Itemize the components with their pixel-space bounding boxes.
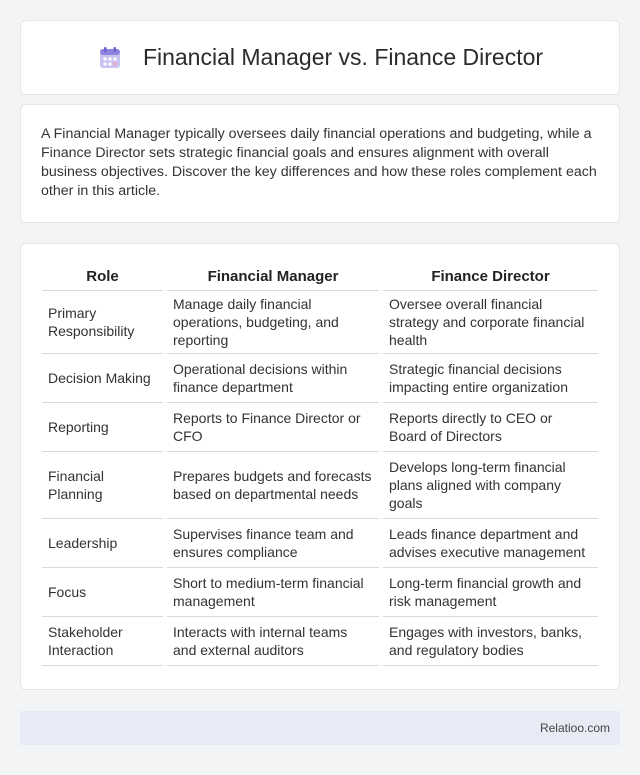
manager-cell: Operational decisions within finance department [165,353,381,402]
row-label: Leadership [42,518,165,567]
manager-cell: Interacts with internal teams and external auditors [165,616,381,665]
intro-text: A Financial Manager typically oversees daily financial operations and budgeting, while a Finance Director sets strategic financial goals and ensures alignment with overall business objectives. Discover the key differences and how these roles complement each other in this article. [41,126,597,199]
row-label: Focus [42,567,165,616]
row-label: Stakeholder Interaction [42,616,165,665]
table-row [42,616,598,665]
row-label: Financial Planning [42,451,165,518]
director-cell: Oversee overall financial strategy and corporate financial health [381,290,598,353]
footer [20,711,620,745]
manager-cell: Short to medium-term financial management [165,567,381,616]
footer-site-link[interactable]: Relatioo.com [539,721,610,735]
title-wrap [97,44,543,71]
header-role: Role [42,266,165,290]
table-header-row [42,266,598,290]
comparison-card [20,243,620,690]
director-cell: Long-term financial growth and risk management [381,567,598,616]
intro-card [20,104,620,223]
calendar-icon [97,45,123,71]
header-financial-manager: Financial Manager [165,266,381,290]
table-row [42,402,598,451]
comparison-table [42,266,598,666]
table-row [42,353,598,402]
header-finance-director: Finance Director [381,266,598,290]
page-title: Financial Manager vs. Finance Director [142,44,544,70]
director-cell: Engages with investors, banks, and regulatory bodies [381,616,598,665]
manager-cell: Reports to Finance Director or CFO [165,402,381,451]
table-row [42,451,598,518]
manager-cell: Supervises finance team and ensures compliance [165,518,381,567]
director-cell: Develops long-term financial plans aligned with company goals [381,451,598,518]
row-label: Primary Responsibility [42,290,165,353]
director-cell: Leads finance department and advises executive management [381,518,598,567]
manager-cell: Prepares budgets and forecasts based on departmental needs [165,451,381,518]
director-cell: Strategic financial decisions impacting entire organization [381,353,598,402]
row-label: Reporting [42,402,165,451]
row-label: Decision Making [42,353,165,402]
manager-cell: Manage daily financial operations, budgeting, and reporting [165,290,381,353]
table-row [42,567,598,616]
table-row [42,290,598,353]
director-cell: Reports directly to CEO or Board of Directors [381,402,598,451]
table-row [42,518,598,567]
title-card [20,20,620,95]
